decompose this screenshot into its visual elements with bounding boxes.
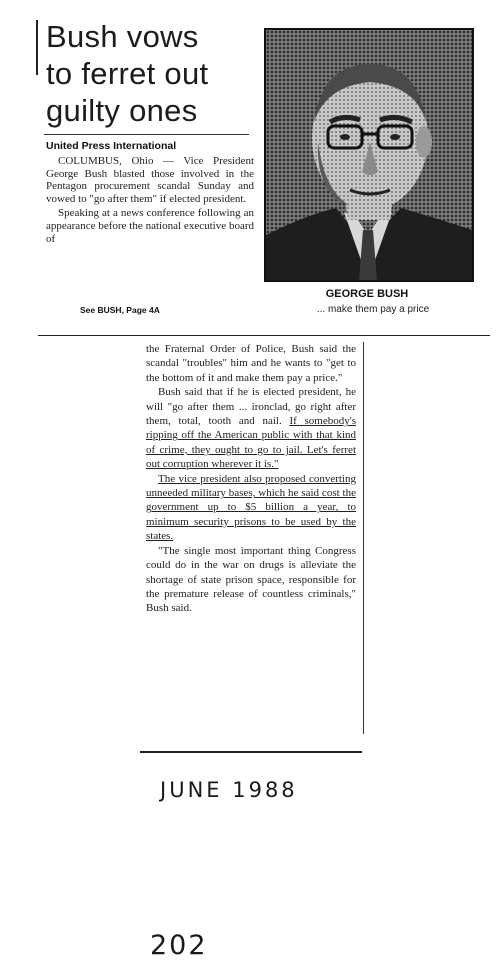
handwritten-page-number: 202 [150, 930, 208, 961]
handwritten-date: JUNE 1988 [160, 778, 298, 802]
article-paragraph [146, 472, 356, 544]
article-column-2 [146, 342, 356, 616]
underlined-text: If somebody's ripping off the American public with that kind of crime, they ought to go to jail. Let's ferret out corruption wherever it is." [146, 415, 356, 471]
headline-line-1: Bush vows [46, 19, 199, 54]
portrait-photo-icon [266, 30, 472, 280]
headline-line-3: guilty ones [46, 93, 198, 128]
underlined-text: The vice president also proposed converting unneeded military bases, which he said cost the government up to $5 billion a year, to minimum security prisons to be used by the states. [146, 472, 356, 543]
article-paragraph: Speaking at a news conference following an appearance before the national executive board of [46, 207, 254, 245]
jump-line: See BUSH, Page 4A [80, 305, 160, 315]
article-paragraph [146, 385, 356, 471]
article-paragraph: "The single most important thing Congress could do in the war on drugs is alleviate the shortage of state prison space, responsible for the premature release of countless criminals," Bush said. [146, 544, 356, 615]
byline-divider [44, 134, 249, 135]
headline-line-2: to ferret out [46, 56, 209, 91]
article-text: Bush said that if he is elected president, he will "go after them ... ironclad, go right after them, total, tooth and nail. [146, 386, 356, 428]
byline: United Press International [46, 140, 177, 152]
photo-caption-text: ... make them pay a price [316, 304, 430, 315]
article-paragraph: COLUMBUS, Ohio — Vice President George Bush blasted those involved in the Pentagon procurement scandal Sunday and vowed to "go after them" if elected president. [46, 155, 254, 205]
headline [46, 18, 256, 129]
article-end-rule [140, 751, 362, 753]
column-rule [363, 342, 364, 734]
photo-caption-name: GEORGE BUSH [325, 288, 409, 300]
section-divider [38, 335, 490, 336]
article-column-1 [46, 155, 254, 247]
headline-rule [36, 20, 38, 75]
portrait-photo [264, 28, 474, 282]
article-paragraph: the Fraternal Order of Police, Bush said the scandal "troubles" him and he wants to "get to the bottom of it and make them pay a price." [146, 343, 356, 384]
